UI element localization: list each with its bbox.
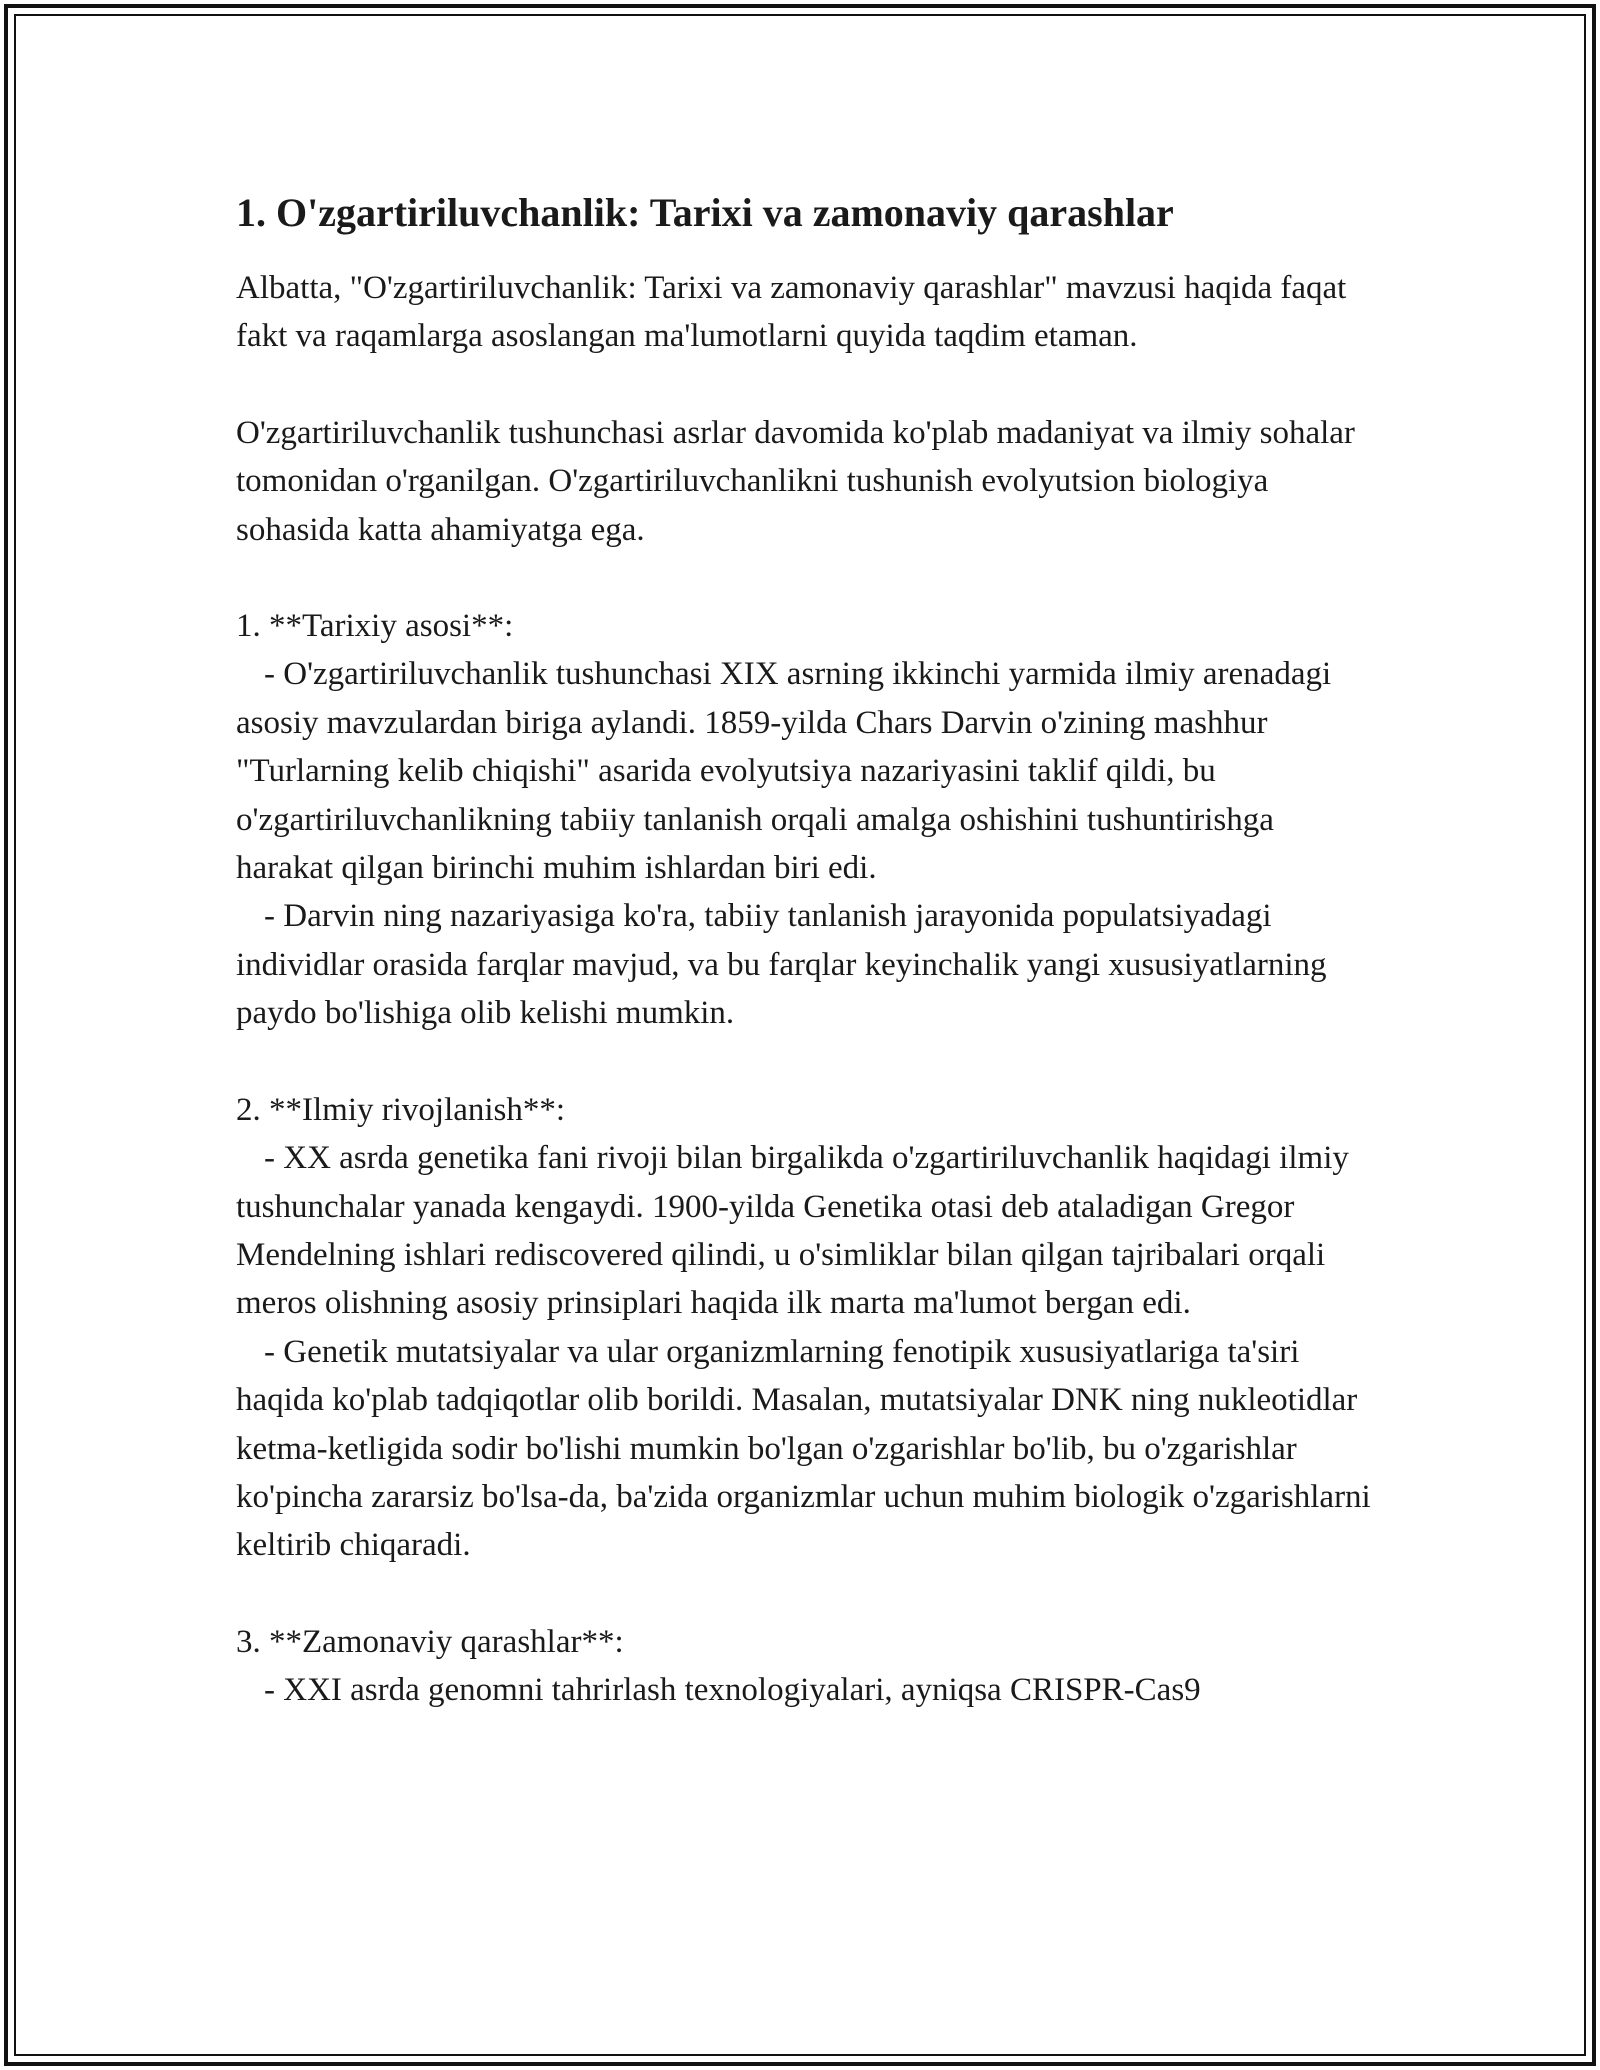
section-bullet: - XXI asrda genomni tahrirlash texnologiyalari, ayniqsa CRISPR-Cas9 [264, 1672, 1201, 1709]
section-modern-views [236, 1618, 1376, 1715]
section-heading: 1. **Tarixiy asosi**: [236, 608, 514, 645]
section-heading: 2. **Ilmiy rivojlanish**: [236, 1091, 566, 1128]
section-bullet: - O'zgartiriluvchanlik tushunchasi XIX asrning ikkinchi yarmida ilmiy arenadagi asosiy mavzulardan biriga aylandi. 1859-yilda Chars Darvin o'zining mashhur "Turlarning kelib chiqishi" asarida evolyutsiya nazariyasini taklif qildi, bu o'zgartiriluvchanlikning tabiiy tanlanish orqali amalga oshishini tushuntirishga harakat qilgan birinchi muhim ishlardan biri edi. [236, 656, 1332, 887]
section-bullet: - XX asrda genetika fani rivoji bilan birgalikda o'zgartiriluvchanlik haqidagi ilmiy tushunchalar yanada kengaydi. 1900-yilda Genetika otasi deb ataladigan Gregor Mendelning ishlari rediscovered qilindi, u o'simliklar bilan qilgan tajribalari orqali meros olishning asosiy prinsiplari haqida ilk marta ma'lumot bergan edi. [236, 1140, 1349, 1322]
section-historical-basis [236, 602, 1376, 1038]
section-bullet: - Genetik mutatsiyalar va ular organizmlarning fenotipik xususiyatlariga ta'siri haqida ko'plab tadqiqotlar olib borildi. Masalan, mutatsiyalar DNK ning nukleotidlar ketma-ketligida sodir bo'lishi mumkin bo'lgan o'zgarishlar bo'lib, bu o'zgarishlar ko'pincha zararsiz bo'lsa-da, ba'zida organizmlar uchun muhim biologik o'zgarishlarni keltirib chiqaradi. [236, 1333, 1371, 1564]
document-body [236, 188, 1376, 1715]
intro-paragraph: O'zgartiriluvchanlik tushunchasi asrlar davomida ko'plab madaniyat va ilmiy sohalar tomonidan o'rganilgan. O'zgartiriluvchanlikni tushunish evolyutsion biologiya sohasida katta ahamiyatga ega. [236, 414, 1355, 548]
section-scientific-development [236, 1086, 1376, 1570]
intro-paragraph: Albatta, "O'zgartiriluvchanlik: Tarixi va zamonaviy qarashlar" mavzusi haqida faqat fakt va raqamlarga asoslangan ma'lumotlarni quyida taqdim etaman. [236, 270, 1347, 355]
section-bullet: - Darvin ning nazariyasiga ko'ra, tabiiy tanlanish jarayonida populatsiyadagi individlar orasida farqlar mavjud, va bu farqlar keyinchalik yangi xususiyatlarning paydo bo'lishiga olib kelishi mumkin. [236, 898, 1327, 1032]
document-title: 1. O'zgartiriluvchanlik: Tarixi va zamonaviy qarashlar [236, 190, 1174, 235]
section-heading: 3. **Zamonaviy qarashlar**: [236, 1623, 624, 1660]
